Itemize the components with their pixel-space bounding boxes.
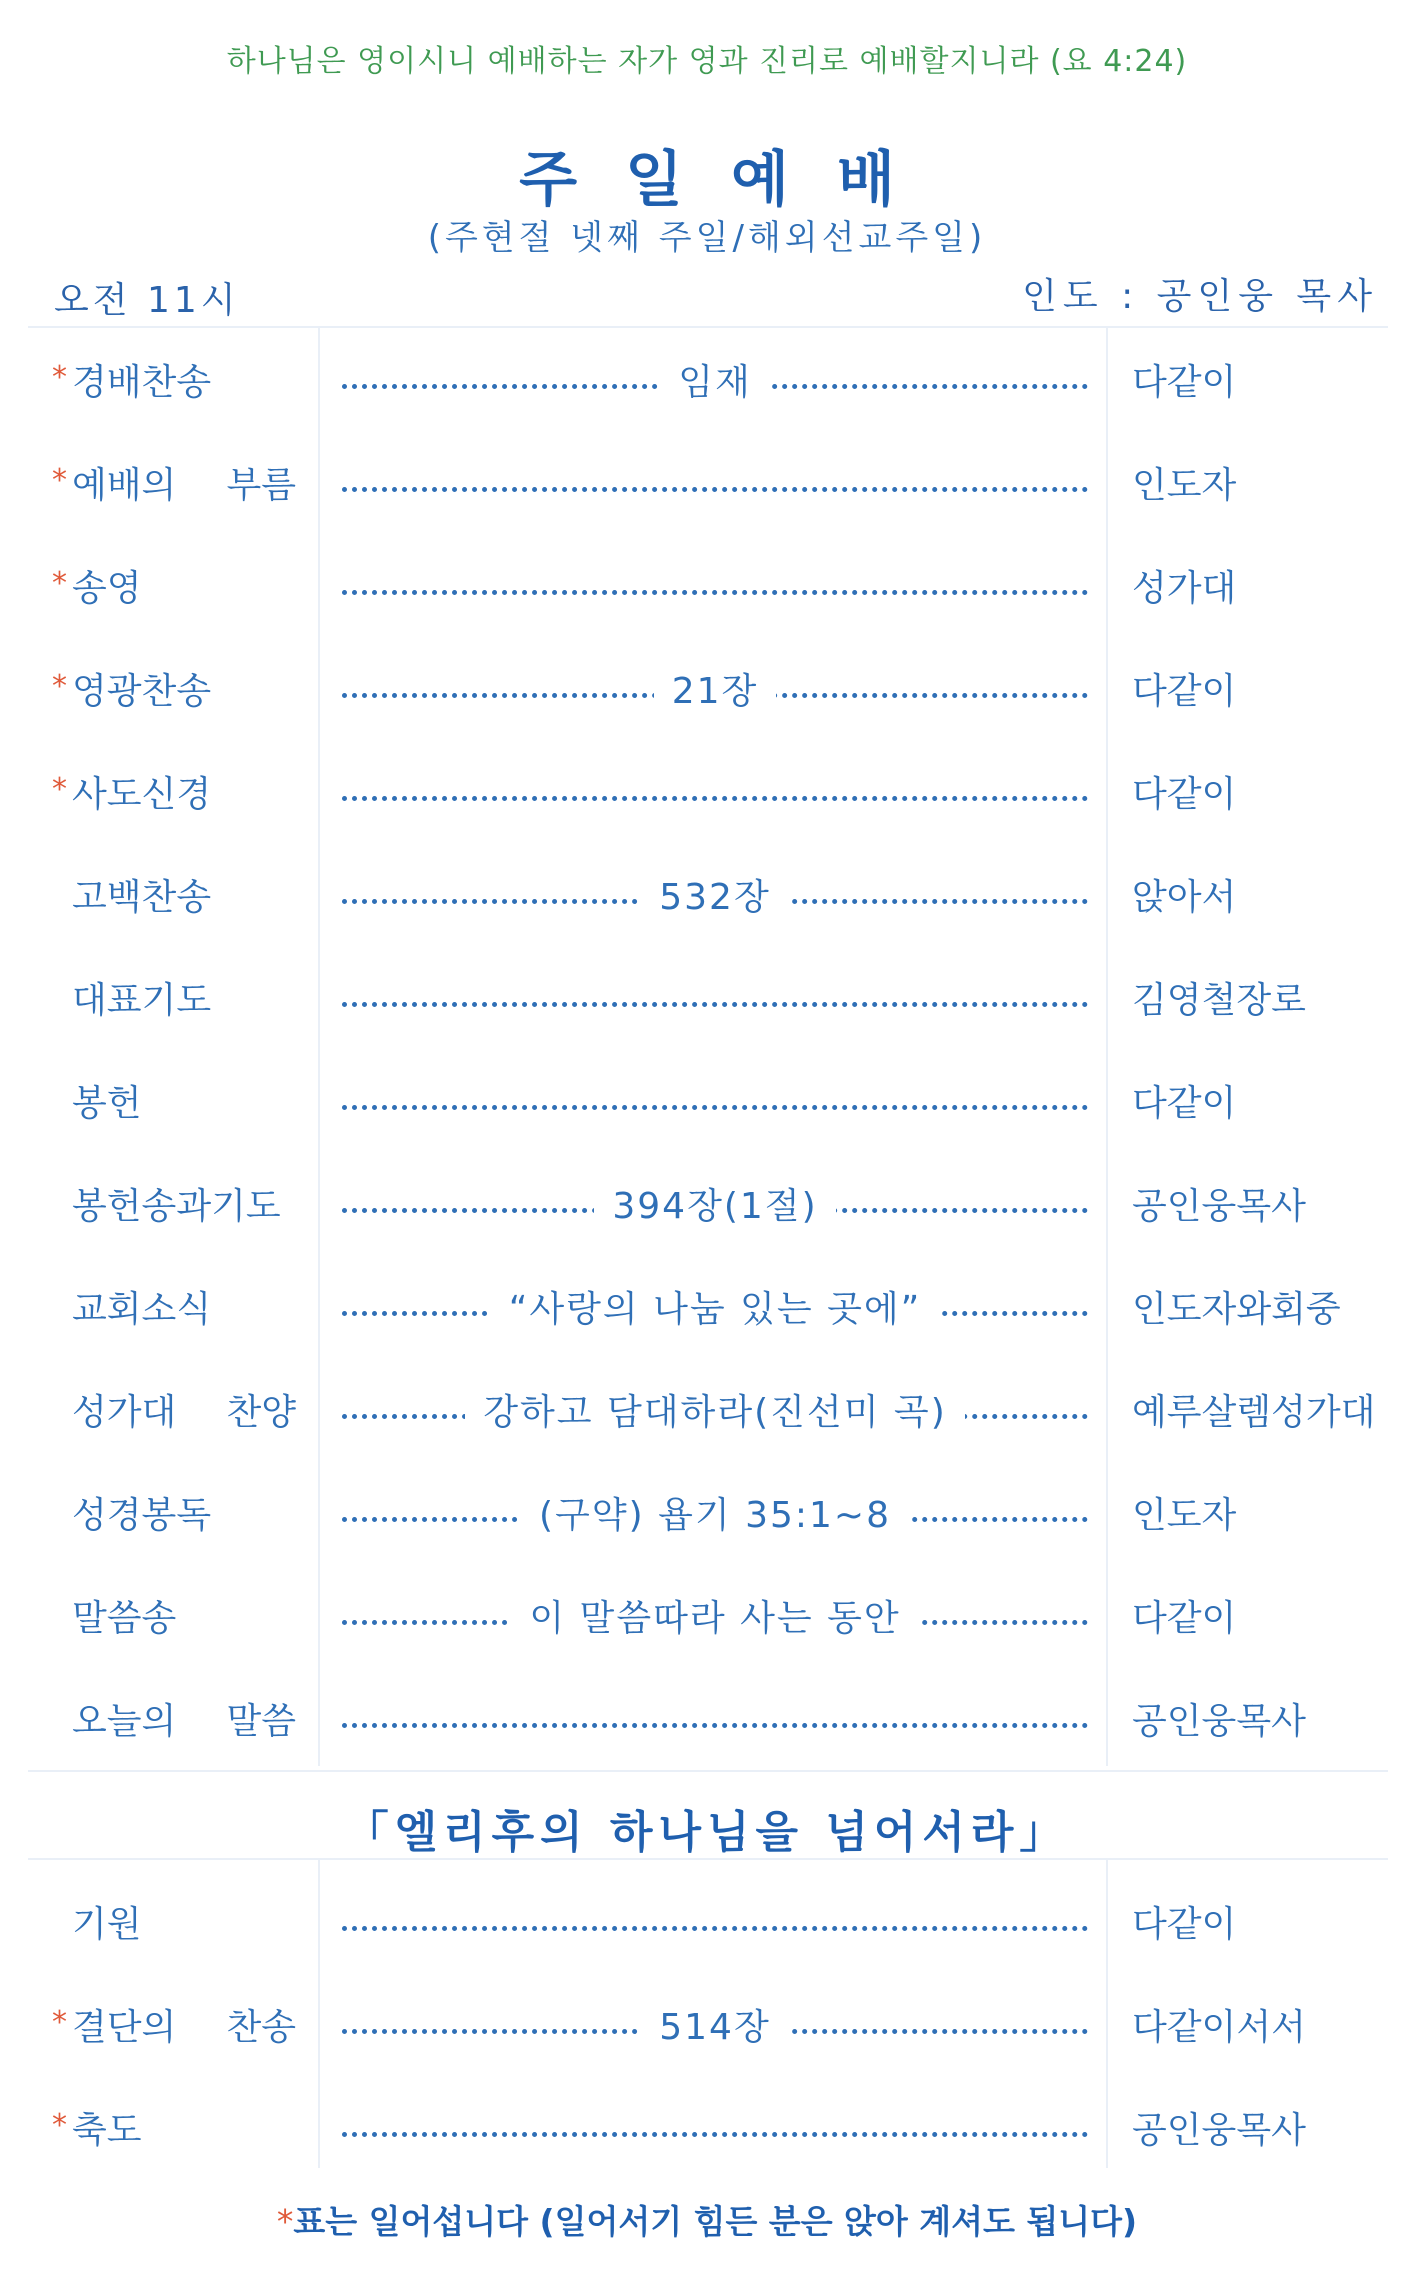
order-item-name: 경배찬송	[72, 362, 212, 403]
dotted-line	[342, 487, 1088, 492]
order-item-name: 축도	[72, 2110, 142, 2151]
dot-leader	[342, 663, 1088, 713]
order-row	[0, 437, 1414, 541]
order-item-participant: 예루살렘성가대	[1132, 1392, 1376, 1433]
order-item-name: 예배의 부름	[72, 465, 296, 506]
order-item-participant: 인도자	[1132, 465, 1237, 506]
dot-leader	[342, 1999, 1088, 2049]
dot-leader	[342, 1590, 1088, 1640]
dot-leader	[342, 766, 1088, 816]
star-mark: *	[52, 669, 67, 704]
service-leader: 인도 : 공인웅 목사	[1022, 276, 1378, 317]
dotted-line	[342, 1723, 1088, 1728]
dot-leader	[342, 1384, 1088, 1434]
order-item-name: 송영	[72, 568, 142, 609]
order-item-name: 사도신경	[72, 774, 212, 815]
order-item-name: 성가대 찬양	[72, 1392, 296, 1433]
order-row	[0, 1261, 1414, 1365]
dot-leader	[342, 457, 1088, 507]
order-item-detail: 532장	[641, 877, 789, 918]
dot-leader	[342, 1693, 1088, 1743]
order-row	[0, 1158, 1414, 1262]
order-item-detail: 514장	[641, 2007, 789, 2048]
order-item-participant: 김영철장로	[1132, 980, 1306, 1021]
order-item-participant: 공인웅목사	[1132, 1701, 1306, 1742]
dot-leader	[342, 1281, 1088, 1331]
dot-leader	[342, 869, 1088, 919]
order-row	[0, 1979, 1414, 2083]
dot-leader	[342, 1075, 1088, 1125]
order-item-participant: 다같이서서	[1132, 2007, 1306, 2048]
order-item-name: 결단의 찬송	[72, 2007, 296, 2048]
order-item-name: 말씀송	[72, 1598, 177, 1639]
order-item-name: 오늘의 말씀	[72, 1701, 296, 1742]
order-item-detail: 강하고 담대하라(진선미 곡)	[465, 1392, 965, 1433]
star-mark: *	[276, 2202, 294, 2241]
order-item-name: 영광찬송	[72, 671, 212, 712]
order-item-participant: 다같이	[1132, 362, 1237, 403]
order-item-detail: 이 말씀따라 사는 동안	[511, 1598, 918, 1639]
star-mark: *	[52, 772, 67, 807]
dot-leader	[342, 560, 1088, 610]
service-subtitle: (주현절 넷째 주일/해외선교주일)	[427, 218, 987, 258]
order-item-participant: 공인웅목사	[1132, 1186, 1306, 1227]
dotted-line	[342, 796, 1088, 801]
top-divider	[28, 326, 1388, 328]
order-row	[0, 2082, 1414, 2186]
order-item-detail: (구약) 욥기 35:1~8	[521, 1495, 909, 1536]
order-item-participant: 다같이	[1132, 1083, 1237, 1124]
dotted-line	[342, 2132, 1088, 2137]
dotted-line	[342, 1926, 1088, 1931]
order-row	[0, 643, 1414, 747]
order-item-name: 고백찬송	[72, 877, 212, 918]
dotted-line	[342, 590, 1088, 595]
order-item-participant: 다같이	[1132, 671, 1237, 712]
order-row	[0, 1364, 1414, 1468]
dot-leader	[342, 354, 1088, 404]
order-item-name: 교회소식	[72, 1289, 212, 1330]
dot-leader	[342, 2102, 1088, 2152]
dot-leader	[342, 1896, 1088, 1946]
order-item-participant: 인도자와회중	[1132, 1289, 1341, 1330]
dot-leader	[342, 1487, 1088, 1537]
order-item-participant: 앉아서	[1132, 877, 1237, 918]
star-mark: *	[52, 2005, 67, 2040]
order-item-detail: 임재	[660, 362, 770, 403]
order-item-name: 성경봉독	[72, 1495, 212, 1536]
star-mark: *	[52, 360, 67, 395]
sermon-title: 「엘리후의 하나님을 넘어서라」	[344, 1807, 1070, 1858]
order-item-participant: 성가대	[1132, 568, 1237, 609]
service-time: 오전 11시	[54, 280, 240, 321]
star-mark: *	[52, 2108, 67, 2143]
standing-footnote	[0, 2196, 1414, 2243]
order-row	[0, 540, 1414, 644]
scripture-verse: 하나님은 영이시니 예배하는 자가 영과 진리로 예배할지니라 (요 4:24)	[226, 44, 1188, 79]
order-item-participant: 다같이	[1132, 1904, 1237, 1945]
footnote-text: 표는 일어섭니다 (일어서기 힘든 분은 앉아 계셔도 됩니다)	[293, 2202, 1138, 2241]
order-item-detail: “사랑의 나눔 있는 곳에”	[491, 1289, 940, 1330]
order-row	[0, 1055, 1414, 1159]
order-item-name: 봉헌송과기도	[72, 1186, 281, 1227]
order-item-detail: 21장	[654, 671, 777, 712]
order-item-participant: 공인웅목사	[1132, 2110, 1306, 2151]
dot-leader	[342, 1178, 1088, 1228]
order-row	[0, 746, 1414, 850]
order-item-participant: 다같이	[1132, 1598, 1237, 1639]
order-row	[0, 952, 1414, 1056]
order-item-name: 기원	[72, 1904, 142, 1945]
service-title: 주일예배	[519, 145, 943, 215]
order-row	[0, 849, 1414, 953]
star-mark: *	[52, 463, 67, 498]
order-item-name: 봉헌	[72, 1083, 142, 1124]
order-item-name: 대표기도	[72, 980, 212, 1021]
dotted-line	[342, 1002, 1088, 1007]
order-item-detail: 394장(1절)	[594, 1186, 835, 1227]
order-row	[0, 1876, 1414, 1980]
dotted-line	[342, 1105, 1088, 1110]
order-row	[0, 1673, 1414, 1777]
dot-leader	[342, 972, 1088, 1022]
order-row	[0, 334, 1414, 438]
order-row	[0, 1570, 1414, 1674]
star-mark: *	[52, 566, 67, 601]
order-item-participant: 인도자	[1132, 1495, 1237, 1536]
order-item-participant: 다같이	[1132, 774, 1237, 815]
order-row	[0, 1467, 1414, 1571]
